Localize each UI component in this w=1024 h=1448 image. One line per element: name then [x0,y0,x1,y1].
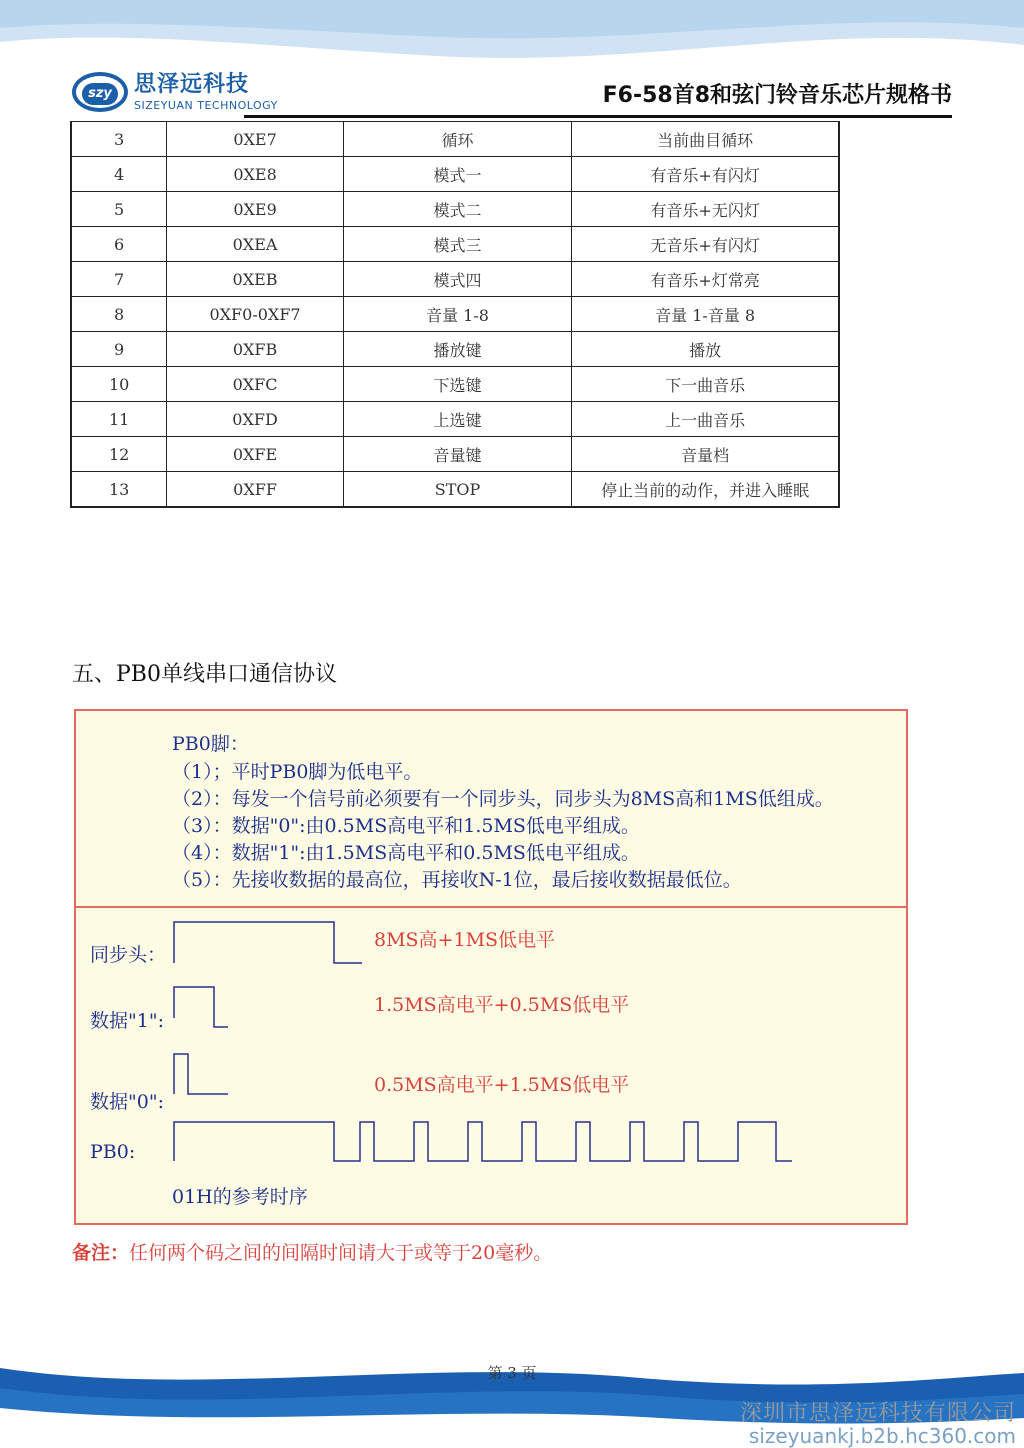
footer-company: 深圳市思泽远科技有限公司 [739,1401,1016,1426]
table-cell: 3 [71,122,167,157]
section-title: 五、PB0单线串口通信协议 [72,662,337,687]
table-cell: 无音乐+有闪灯 [572,227,839,262]
logo-chinese-name: 思泽远科技 [134,72,250,97]
table-row [71,367,839,402]
pb0-heading: PB0脚： [172,733,249,755]
table-cell: 0XE9 [167,192,344,227]
table-cell: 音量 1-音量 8 [572,297,839,332]
table-cell: 12 [71,437,167,472]
data1-note: 1.5MS高电平+0.5MS低电平 [374,994,630,1016]
table-cell: 13 [71,472,167,508]
data1-waveform [174,987,228,1027]
table-row [71,122,839,157]
data0-label: 数据"0": [90,1091,164,1113]
table-row [71,192,839,227]
table-cell: 11 [71,402,167,437]
table-cell: 音量 1-8 [343,297,571,332]
sync-label: 同步头： [90,944,167,966]
table-cell: 10 [71,367,167,402]
sync-note: 8MS高+1MS低电平 [374,929,556,951]
table-cell: 当前曲目循环 [572,122,839,157]
table-cell: 0XE7 [167,122,344,157]
table-row [71,262,839,297]
table-cell: 播放 [572,332,839,367]
table-cell: 0XFD [167,402,344,437]
table-cell: 0XEB [167,262,344,297]
table-cell: 0XFE [167,437,344,472]
table-cell: 0XF0-0XF7 [167,297,344,332]
pb0-label: PB0: [90,1141,136,1163]
command-table [70,121,840,508]
table-cell: 有音乐+有闪灯 [572,157,839,192]
logo-badge [72,72,128,112]
list-item: （1）；平时PB0脚为低电平。 [172,761,423,783]
table-cell: 9 [71,332,167,367]
table-cell: 模式四 [343,262,571,297]
table-row [71,472,839,508]
table-cell: 4 [71,157,167,192]
table-cell: STOP [343,472,571,508]
table-cell: 下选键 [343,367,571,402]
table-cell: 0XFB [167,332,344,367]
logo-badge-text: szy [82,83,118,105]
table-row [71,332,839,367]
table-cell: 0XFC [167,367,344,402]
timing-waveforms [76,711,906,1223]
data1-label: 数据"1": [90,1010,164,1032]
remark-label: 备注： [72,1242,130,1264]
document-title: F6-58首8和弦门铃音乐芯片规格书 [602,83,952,108]
company-logo [72,70,278,118]
table-row [71,437,839,472]
remark [72,1238,552,1265]
remark-text: 任何两个码之间的间隔时间请大于或等于20毫秒。 [129,1242,553,1264]
table-cell: 模式三 [343,227,571,262]
timing-caption: 01H的参考时序 [172,1186,308,1208]
footer-url: sizeyuankj.b2b.hc360.com [748,1424,1016,1448]
data0-waveform [174,1054,228,1094]
protocol-box [74,709,908,1225]
table-cell: 上选键 [343,402,571,437]
table-cell: 模式二 [343,192,571,227]
list-item: （4）：数据"1":由1.5MS高电平和0.5MS低电平组成。 [172,842,640,864]
sync-waveform [174,922,362,963]
table-cell: 7 [71,262,167,297]
pb0-waveform [174,1122,792,1161]
table-cell: 上一曲音乐 [572,402,839,437]
data0-note: 0.5MS高电平+1.5MS低电平 [374,1074,630,1096]
list-item: （3）：数据"0":由0.5MS高电平和1.5MS低电平组成。 [172,815,640,837]
table-cell: 8 [71,297,167,332]
table-cell: 模式一 [343,157,571,192]
table-row [71,227,839,262]
table-cell: 0XEA [167,227,344,262]
table-cell: 循环 [343,122,571,157]
table-cell: 0XE8 [167,157,344,192]
table-cell: 有音乐+灯常亮 [572,262,839,297]
table-cell: 播放键 [343,332,571,367]
table-row [71,157,839,192]
table-row [71,297,839,332]
list-item: （5）：先接收数据的最高位，再接收N-1位，最后接收数据最低位。 [172,869,742,891]
table-cell: 6 [71,227,167,262]
table-row [71,402,839,437]
logo-english-name: SIZEYUAN TECHNOLOGY [134,99,278,112]
table-cell: 0XFF [167,472,344,508]
table-cell: 音量档 [572,437,839,472]
table-cell: 停止当前的动作，并进入睡眠 [572,472,839,508]
table-cell: 音量键 [343,437,571,472]
page-number: 第 3 页 [487,1364,537,1382]
header-rule [244,115,952,118]
table-cell: 5 [71,192,167,227]
list-item: （2）：每发一个信号前必须要有一个同步头，同步头为8MS高和1MS低组成。 [172,788,834,810]
table-cell: 下一曲音乐 [572,367,839,402]
table-cell: 有音乐+无闪灯 [572,192,839,227]
